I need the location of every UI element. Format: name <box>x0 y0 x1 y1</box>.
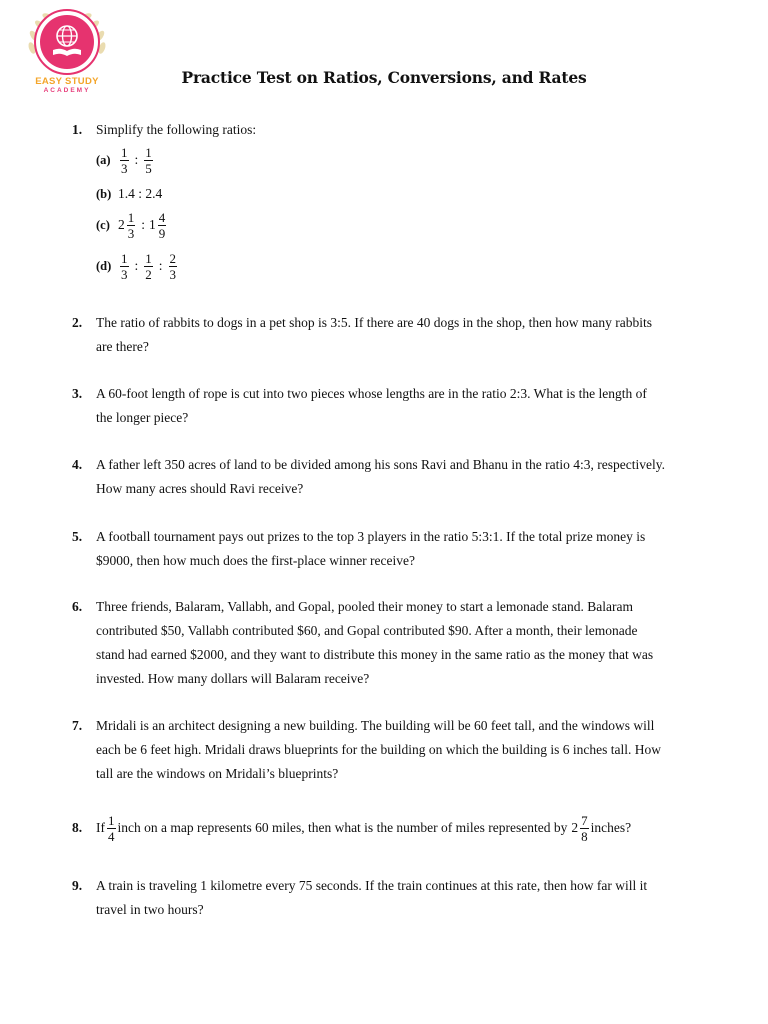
logo-name-line2: ACADEMY <box>43 87 91 94</box>
text-line: tall are the windows on Mridali’s blueprints? <box>96 766 339 781</box>
question-number: 5. <box>72 529 83 544</box>
question-text <box>96 808 702 848</box>
question-number: 1. <box>72 122 83 137</box>
text-line: A football tournament pays out prizes to the top 3 players in the ratio 5:3:1. If the total prize money is <box>96 529 646 544</box>
fraction <box>144 251 153 282</box>
text-line: travel in two hours? <box>96 902 204 917</box>
text-line: contributed $50, Vallabh contributed $60, and Gopal contributed $90. After a month, their lemonade <box>96 623 638 638</box>
text-line: invested. How many dollars will Balaram receive? <box>96 671 370 686</box>
question-text <box>96 453 702 501</box>
whole-number: 1 <box>149 217 156 232</box>
question-text <box>96 714 702 786</box>
text-line: stand had earned $2000, and they want to distribute this money in the same ratio as the money that was <box>96 647 654 662</box>
text-line: Three friends, Balaram, Vallabh, and Gopal, pooled their money to start a lemonade stand. Balaram <box>96 599 633 614</box>
denominator: 4 <box>108 828 115 844</box>
denominator: 3 <box>121 160 128 176</box>
denominator: 8 <box>581 828 588 844</box>
ratio-separator: : <box>134 258 139 273</box>
text-line: The ratio of rabbits to dogs in a pet shop is 3:5. If there are 40 dogs in the shop, then how many rabbits <box>96 315 653 330</box>
text-fragment: inches? <box>590 820 632 835</box>
text-line: A 60-foot length of rope is cut into two pieces whose lengths are in the ratio 2:3. What is the length of <box>96 386 647 401</box>
text-line: How many acres should Ravi receive? <box>96 481 304 496</box>
fraction <box>107 813 116 844</box>
fraction <box>144 145 153 176</box>
text-line: are there? <box>96 339 149 354</box>
question-number: 4. <box>72 457 83 472</box>
question-text <box>96 525 702 573</box>
question-number: 9. <box>72 878 83 893</box>
question-number: 7. <box>72 718 83 733</box>
text-line: each be 6 feet high. Mridali draws blueprints for the building on which the building is 6 inches tall. How <box>96 742 662 757</box>
whole-number: 2 <box>118 217 125 232</box>
text-line: the longer piece? <box>96 410 189 425</box>
q1-part-c <box>96 207 168 243</box>
part-label: (d) <box>96 258 112 273</box>
text-line: $9000, then how much does the first-place winner receive? <box>96 553 416 568</box>
part-label: (c) <box>96 217 110 232</box>
question-8 <box>72 808 702 848</box>
question-number: 8. <box>72 820 83 835</box>
numerator: 2 <box>169 250 177 266</box>
part-label: (a) <box>96 152 111 167</box>
logo-name-line1: EASY STUDY <box>35 76 99 87</box>
q1-part-d <box>96 248 179 284</box>
question-text <box>96 874 702 922</box>
denominator: 2 <box>145 266 152 282</box>
fraction <box>580 813 589 844</box>
numerator: 7 <box>581 812 588 828</box>
numerator: 4 <box>158 209 166 225</box>
text-fragment: If <box>96 820 105 835</box>
part-label: (b) <box>96 186 112 201</box>
question-number: 6. <box>72 599 83 614</box>
denominator: 3 <box>127 225 135 241</box>
text-line: A train is traveling 1 kilometre every 75 seconds. If the train continues at this rate, then how far will it <box>96 878 648 893</box>
fraction <box>169 251 178 282</box>
numerator: 1 <box>145 144 152 160</box>
question-number: 3. <box>72 386 83 401</box>
question-text <box>96 595 702 691</box>
whole-number: 2 <box>571 820 579 835</box>
q1-part-a <box>96 142 155 178</box>
text-line: A father left 350 acres of land to be divided among his sons Ravi and Bhanu in the ratio 4:3, respectively. <box>96 457 665 472</box>
numerator: 1 <box>121 250 128 266</box>
page-title: Practice Test on Ratios, Conversions, and Rates <box>181 68 587 87</box>
ratio-separator: : <box>141 217 146 232</box>
question-number: 2. <box>72 315 83 330</box>
numerator: 1 <box>127 209 135 225</box>
fraction <box>120 251 129 282</box>
ratio-text: 1.4 : 2.4 <box>118 186 163 201</box>
numerator: 1 <box>121 144 128 160</box>
numerator: 1 <box>108 812 115 828</box>
text-fragment: inch on a map represents 60 miles, then what is the number of miles represented by <box>117 820 568 835</box>
ratio-separator: : <box>158 258 163 273</box>
denominator: 3 <box>169 266 177 282</box>
fraction <box>120 145 129 176</box>
numerator: 1 <box>145 250 152 266</box>
fraction <box>158 210 167 241</box>
text-line: Mridali is an architect designing a new building. The building will be 60 feet tall, and the windows will <box>96 718 655 733</box>
question-text <box>96 311 702 359</box>
denominator: 9 <box>158 225 166 241</box>
ratio-separator: : <box>134 152 139 167</box>
denominator: 5 <box>145 160 152 176</box>
fraction <box>127 210 136 241</box>
denominator: 3 <box>121 266 128 282</box>
question-text: Simplify the following ratios: <box>96 122 257 137</box>
question-text <box>96 382 702 430</box>
